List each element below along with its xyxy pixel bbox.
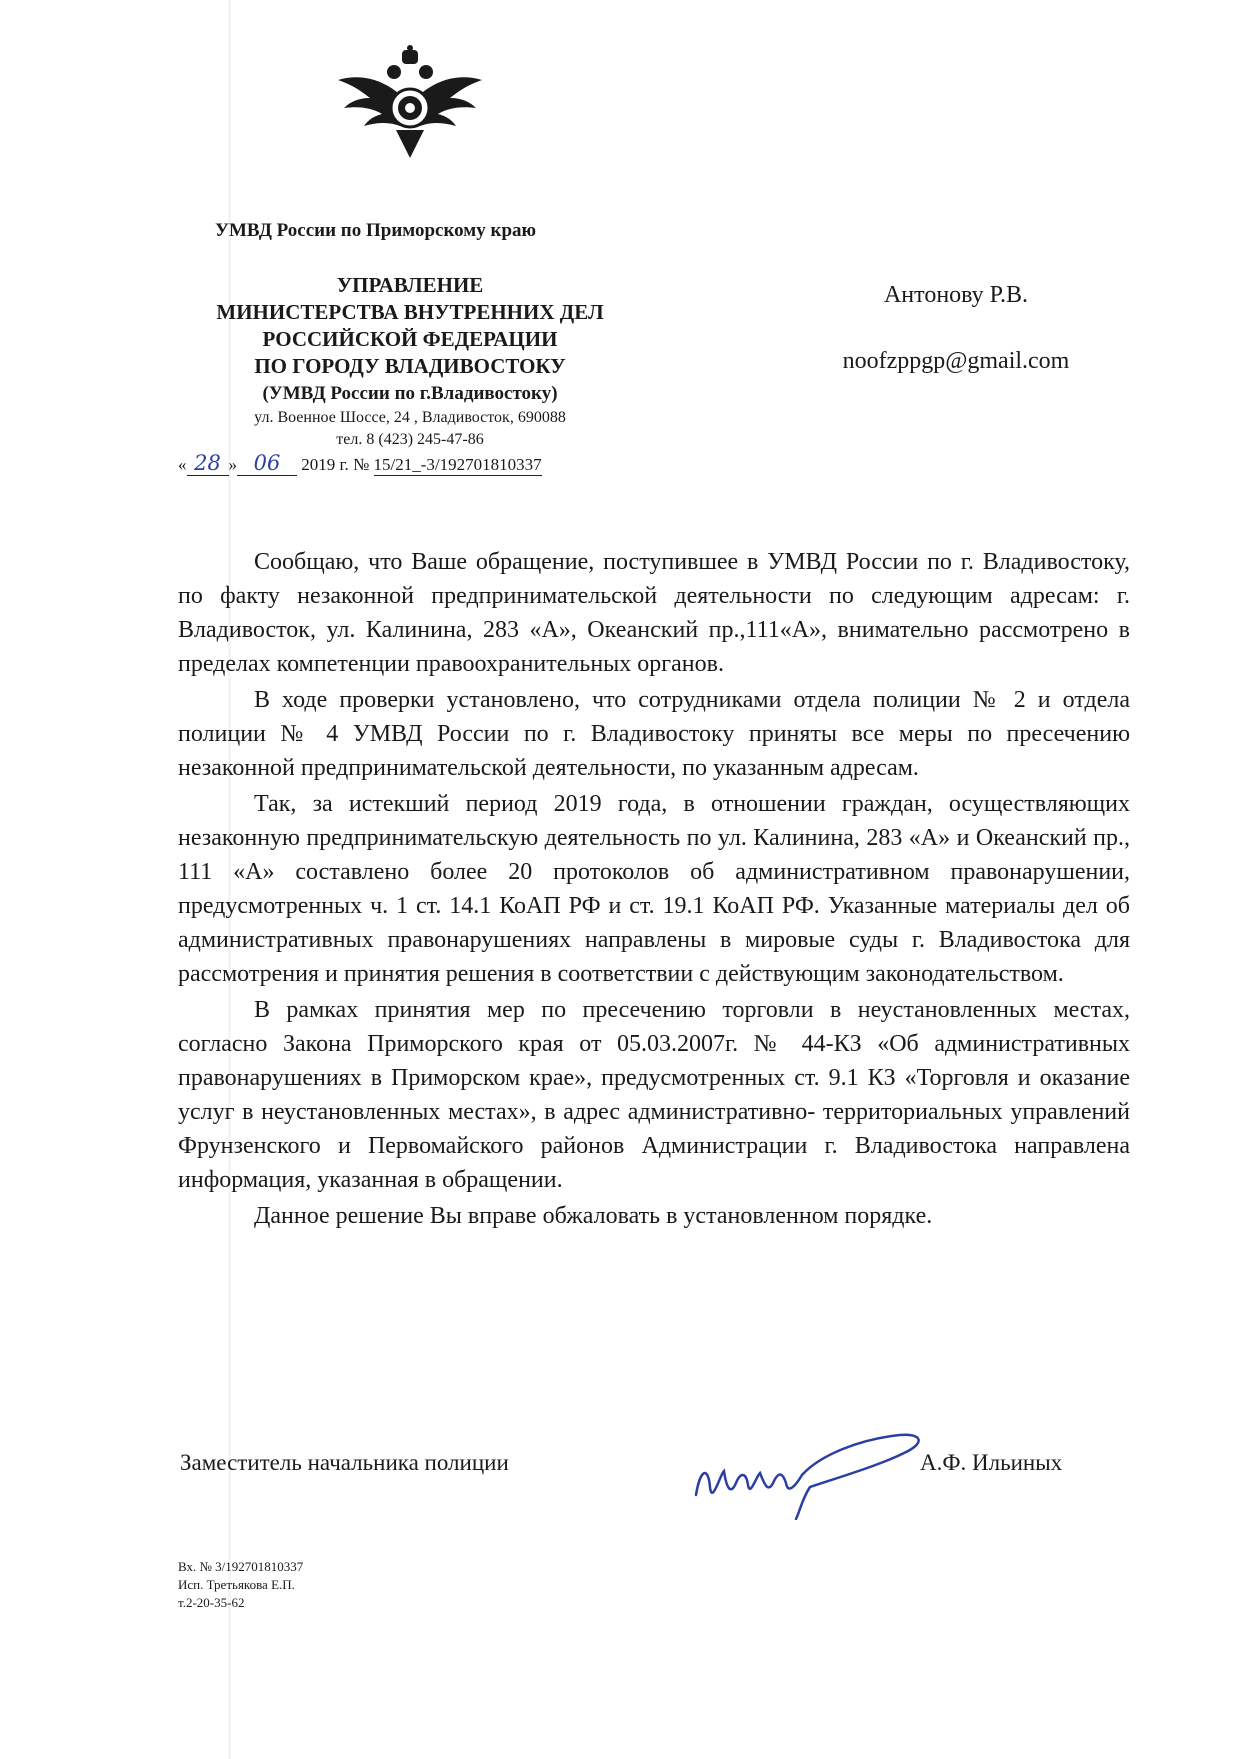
letterhead-phone: тел. 8 (423) 245-47-86 [336, 431, 484, 448]
date-open-quote: « [178, 455, 187, 474]
number-sign: № [353, 455, 370, 474]
outgoing-number: 15/21_-3/192701810337 [373, 455, 542, 474]
footer-phone: т.2-20-35-62 [178, 1595, 245, 1610]
letterhead-line: ПО ГОРОДУ ВЛАДИВОСТОКУ [254, 354, 566, 378]
body-paragraph: Так, за истекший период 2019 года, в отношении граждан, осуществляющих незаконную предпринимательскую деятельность по ул. Калинина, 283 «А» и Океанский пр., 111 «А» составлено более 20 протоколов об административном правонарушении, предусмотренных ч. 1 ст. 14.1 КоАП РФ и ст. 19.1 КоАП РФ. Указанные материалы дел об административных правонарушениях направлены в мировые суды г. Владивостока для рассмотрения и принятия решения в соответствии с действующим законодательством. [178, 791, 1130, 987]
recipient-block [806, 280, 1106, 376]
letterhead-line: УПРАВЛЕНИЕ [336, 273, 484, 297]
agency-short-name: УМВД России по Приморскому краю [215, 220, 537, 241]
letterhead-line: РОССИЙСКОЙ ФЕДЕРАЦИИ [262, 327, 558, 351]
body-paragraph: В рамках принятия мер по пресечению торговли в неустановленных местах, согласно Закона Приморского края от 05.03.2007г. № 44-КЗ «Об административных правонарушениях в Приморском крае», предусмотренных ст. 9.1 КЗ «Торговля и оказание услуг в неустановленных местах», в адрес административно- территориальных управлений Фрунзенского и Первомайского районов Администрации г. Владивостока направлена информация, указанная в обращении. [178, 997, 1130, 1193]
letterhead-line: МИНИСТЕРСТВА ВНУТРЕННИХ ДЕЛ [216, 300, 604, 324]
letterhead-address: ул. Военное Шоссе, 24 , Владивосток, 690088 [254, 409, 566, 426]
date-year: 2019 г. [301, 455, 349, 474]
date-month: 06 [253, 451, 281, 475]
signatory-title: Заместитель начальника полиции [180, 1450, 509, 1475]
recipient-name: Антонову Р.В. [883, 282, 1029, 308]
letter-body [178, 545, 1130, 1235]
mvd-double-headed-eagle-emblem-icon [330, 42, 490, 162]
body-paragraph: Данное решение Вы вправе обжаловать в установленном порядке. [254, 1203, 933, 1229]
body-paragraph: В ходе проверки установлено, что сотрудниками отдела полиции № 2 и отдела полиции № 4 УМВД России по г. Владивостоку приняты все меры по пресечению незаконной предпринимательской деятельности, по указанным адресам. [178, 687, 1130, 781]
date-number-line [178, 451, 542, 476]
footer-incoming-number: Вх. № 3/192701810337 [178, 1559, 304, 1574]
letterhead-short-name: (УМВД России по г.Владивостоку) [262, 383, 558, 404]
date-day: 28 [194, 451, 221, 475]
letterhead [180, 272, 640, 451]
handwritten-signature-icon [690, 1425, 940, 1520]
body-paragraph: Сообщаю, что Ваше обращение, поступившее в УМВД России по г. Владивостоку, по факту незаконной предпринимательской деятельности по следующим адресам: г. Владивосток, ул. Калинина, 283 «А», Океанский пр.,111«А», внимательно рассмотрено в пределах компетенции правоохранительных органов. [178, 549, 1130, 677]
footer-note [178, 1558, 303, 1612]
date-close-quote: » [228, 455, 237, 474]
signatory-name: А.Ф. Ильиных [920, 1450, 1063, 1475]
footer-executor: Исп. Третьякова Е.П. [178, 1577, 295, 1592]
recipient-email: noofzppgp@gmail.com [842, 348, 1070, 374]
